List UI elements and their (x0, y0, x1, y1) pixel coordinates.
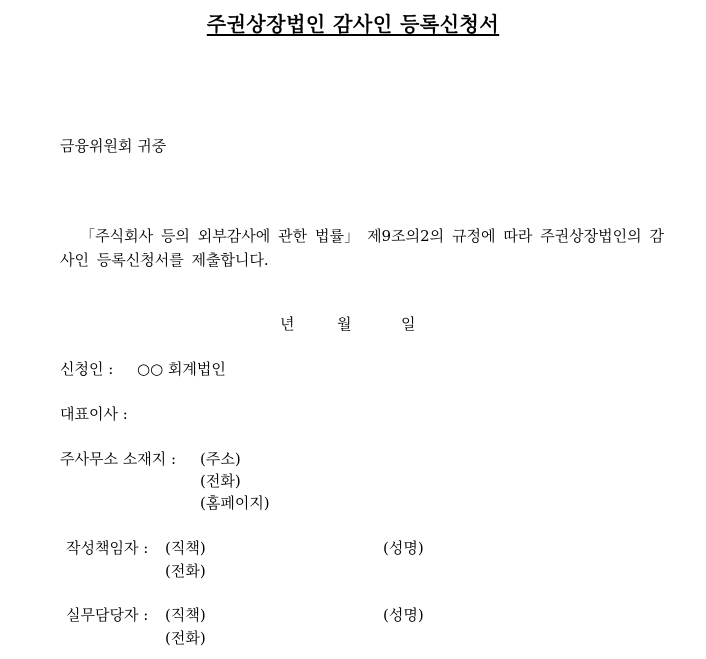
applicant-label: 신청인 : (60, 360, 114, 378)
document-title-text: 주권상장법인 감사인 등록신청서 (206, 12, 500, 36)
preparer-label: 작성책임자 : (66, 539, 149, 557)
recipient: 금융위원회 귀중 (60, 137, 167, 155)
practitioner-name: (성명) (383, 606, 424, 624)
office-phone: (전화) (200, 472, 241, 490)
practitioner-label: 실무담당자 : (66, 606, 149, 624)
practitioner-phone: (전화) (165, 629, 206, 647)
preparer-phone: (전화) (165, 562, 206, 580)
date-month-label: 월 (337, 315, 352, 333)
date-day-label: 일 (401, 315, 416, 333)
body-text: 「주식회사 등의 외부감사에 관한 법률」 제9조의2의 규정에 따라 주권상장법인의 감사인 등록신청서를 제출합니다. (60, 227, 664, 269)
office-address: (주소) (200, 450, 241, 468)
document-title (0, 8, 706, 37)
practitioner-position: (직책) (165, 606, 206, 624)
applicant-value: ○○ 회계법인 (137, 360, 226, 378)
preparer-name: (성명) (383, 539, 424, 557)
preparer-position: (직책) (165, 539, 206, 557)
office-label: 주사무소 소재지 : (60, 450, 177, 468)
date-row (0, 313, 706, 337)
office-homepage: (홈페이지) (200, 494, 270, 512)
representative-label: 대표이사 : (60, 405, 128, 423)
date-year-label: 년 (280, 315, 295, 333)
